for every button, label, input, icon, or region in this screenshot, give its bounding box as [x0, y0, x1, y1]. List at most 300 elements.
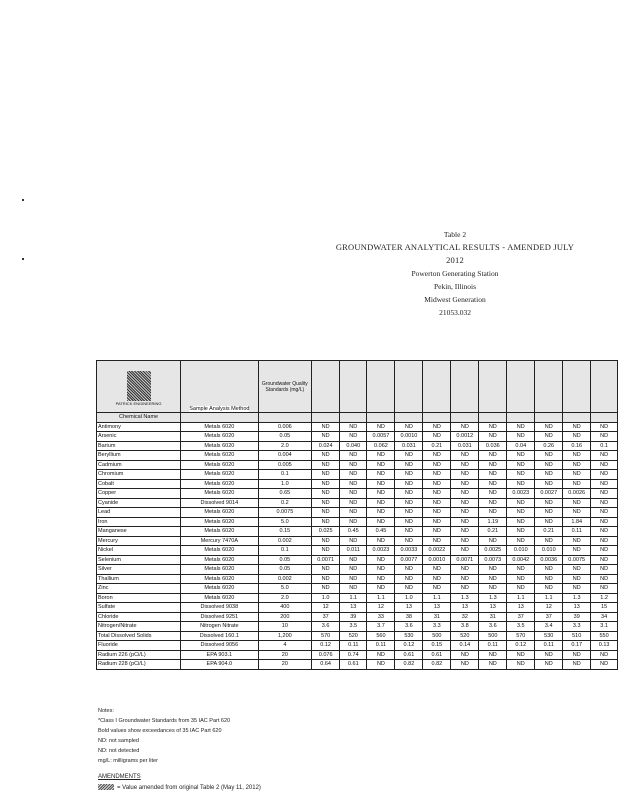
result-cell: ND [312, 432, 340, 442]
result-cell: ND [340, 584, 367, 594]
blank-header [181, 413, 258, 423]
result-cell: 0.0023 [507, 489, 535, 499]
result-cell: ND [423, 432, 451, 442]
result-cell: ND [451, 650, 479, 660]
method-header-label: Sample Analysis Method [189, 406, 250, 412]
result-cell: 0.0022 [423, 546, 451, 556]
method-cell: Metals 6020 [181, 565, 258, 575]
result-cell: ND [535, 508, 563, 518]
result-cell: 0.0026 [563, 489, 591, 499]
table-title: GROUNDWATER ANALYTICAL RESULTS - AMENDED JULY 2012 [335, 242, 575, 265]
result-cell: ND [451, 527, 479, 537]
result-cell: ND [312, 460, 340, 470]
table-number: Table 2 [443, 230, 467, 239]
result-cell: 0.13 [591, 641, 618, 651]
result-cell: ND [367, 574, 395, 584]
result-cell: ND [340, 498, 367, 508]
table-row [97, 660, 618, 670]
result-cell: 1.1 [340, 593, 367, 603]
result-cell: ND [395, 584, 423, 594]
table-row [97, 527, 618, 537]
date-header [312, 413, 340, 423]
blank-header [258, 413, 312, 423]
result-cell: ND [479, 470, 507, 480]
well-header [312, 361, 340, 413]
chemical-name-cell: Fluoride [97, 641, 181, 651]
result-cell: ND [535, 422, 563, 432]
standard-cell: 5.0 [258, 584, 312, 594]
table-row [97, 517, 618, 527]
logo-cell [97, 361, 181, 413]
result-cell: 1.0 [395, 593, 423, 603]
result-cell: 1.3 [563, 593, 591, 603]
scan-speck [22, 199, 24, 201]
result-cell: 0.040 [340, 441, 367, 451]
method-cell: Metals 6020 [181, 584, 258, 594]
result-cell: ND [340, 460, 367, 470]
result-cell: 0.0033 [395, 546, 423, 556]
result-cell: 0.61 [340, 660, 367, 670]
standard-cell: 0.004 [258, 451, 312, 461]
table-row [97, 432, 618, 442]
method-header [181, 361, 258, 413]
result-cell: 570 [312, 631, 340, 641]
result-cell: ND [312, 584, 340, 594]
result-cell: 0.076 [312, 650, 340, 660]
result-cell: ND [563, 650, 591, 660]
result-cell: 0.15 [423, 641, 451, 651]
result-cell: ND [395, 489, 423, 499]
table-row [97, 536, 618, 546]
well-header [451, 361, 479, 413]
result-cell: ND [340, 489, 367, 499]
result-cell: 37 [312, 612, 340, 622]
result-cell: ND [479, 508, 507, 518]
result-cell: 3.5 [507, 622, 535, 632]
result-cell: ND [591, 565, 618, 575]
result-cell: ND [563, 451, 591, 461]
result-cell: 0.0036 [535, 555, 563, 565]
method-cell: Mercury 7470A [181, 536, 258, 546]
result-cell: 1.3 [479, 593, 507, 603]
result-cell: 500 [479, 631, 507, 641]
result-cell: ND [312, 479, 340, 489]
result-cell: 0.036 [479, 441, 507, 451]
standard-cell: 0.05 [258, 555, 312, 565]
result-cell: 3.3 [423, 622, 451, 632]
result-cell: 1.1 [535, 593, 563, 603]
result-cell: ND [340, 470, 367, 480]
standard-cell: 20 [258, 650, 312, 660]
method-cell: Metals 6020 [181, 527, 258, 537]
result-cell: ND [507, 460, 535, 470]
result-cell: ND [367, 650, 395, 660]
result-cell: ND [479, 498, 507, 508]
chemical-name-cell: Lead [97, 508, 181, 518]
chemical-name-cell: Total Dissolved Solids [97, 631, 181, 641]
standard-cell: 0.006 [258, 422, 312, 432]
standard-cell: 5.0 [258, 517, 312, 527]
result-cell: ND [535, 451, 563, 461]
result-cell: 0.12 [507, 641, 535, 651]
chemical-name-cell: Selenium [97, 555, 181, 565]
result-cell: ND [395, 451, 423, 461]
chemical-name-cell: Thallium [97, 574, 181, 584]
result-cell: ND [395, 536, 423, 546]
result-cell: 0.61 [423, 650, 451, 660]
date-header [395, 413, 423, 423]
chemical-name-cell: Beryllium [97, 451, 181, 461]
result-cell: 12 [535, 603, 563, 613]
standard-cell: 4 [258, 641, 312, 651]
method-cell: Metals 6020 [181, 432, 258, 442]
method-cell: Metals 6020 [181, 441, 258, 451]
result-cell: 0.0027 [535, 489, 563, 499]
chemical-name-cell: Nickel [97, 546, 181, 556]
date-header [535, 413, 563, 423]
result-cell: 1.1 [367, 593, 395, 603]
method-cell: Metals 6020 [181, 460, 258, 470]
method-cell: Dissolved 9251 [181, 612, 258, 622]
result-cell: 0.11 [563, 527, 591, 537]
result-cell: ND [367, 555, 395, 565]
standard-header-label: Groundwater Quality Standards (mg/L) [261, 380, 308, 393]
result-cell: ND [312, 574, 340, 584]
result-cell: ND [591, 584, 618, 594]
table-row [97, 555, 618, 565]
chemical-name-cell: Chromium [97, 470, 181, 480]
result-cell: ND [451, 546, 479, 556]
result-cell: ND [591, 422, 618, 432]
result-cell: ND [451, 422, 479, 432]
result-cell: 0.0071 [312, 555, 340, 565]
method-cell: Metals 6020 [181, 451, 258, 461]
result-cell: ND [395, 460, 423, 470]
note-line: ND: not detected [98, 748, 140, 754]
result-cell: ND [507, 451, 535, 461]
well-header [423, 361, 451, 413]
table-row [97, 546, 618, 556]
result-cell: ND [591, 451, 618, 461]
method-cell: Metals 6020 [181, 593, 258, 603]
result-cell: ND [451, 479, 479, 489]
result-cell: 0.0023 [367, 546, 395, 556]
result-cell: 0.11 [340, 641, 367, 651]
result-cell: ND [423, 565, 451, 575]
result-cell: 0.024 [312, 441, 340, 451]
chemical-name-cell: Manganese [97, 527, 181, 537]
chemical-name-cell: Chloride [97, 612, 181, 622]
result-cell: ND [591, 460, 618, 470]
method-cell: EPA 904.0 [181, 660, 258, 670]
result-cell: ND [507, 536, 535, 546]
result-cell: ND [479, 536, 507, 546]
result-cell: ND [367, 498, 395, 508]
result-cell: ND [367, 660, 395, 670]
chemical-name-cell: Silver [97, 565, 181, 575]
result-cell: ND [340, 479, 367, 489]
result-cell: 0.0010 [395, 432, 423, 442]
date-header [591, 413, 618, 423]
result-cell: 0.12 [395, 641, 423, 651]
table-row [97, 641, 618, 651]
result-cell: ND [479, 489, 507, 499]
note-line: *Class I Groundwater Standards from 35 IAC Part 620 [98, 718, 231, 724]
result-cell: 520 [451, 631, 479, 641]
result-cell: ND [312, 470, 340, 480]
standard-cell: 2.0 [258, 441, 312, 451]
company-logo [127, 371, 151, 401]
result-cell: ND [340, 555, 367, 565]
result-cell: ND [340, 432, 367, 442]
result-cell: ND [563, 574, 591, 584]
method-cell: Dissolved 160.1 [181, 631, 258, 641]
result-cell: ND [340, 565, 367, 575]
result-cell: 3.8 [451, 622, 479, 632]
results-table-wrapper [96, 360, 618, 670]
result-cell: ND [423, 460, 451, 470]
result-cell: 39 [340, 612, 367, 622]
chemical-name-cell: Nitrogen/Nitrate [97, 622, 181, 632]
result-cell: ND [563, 460, 591, 470]
result-cell: ND [451, 660, 479, 670]
table-row [97, 441, 618, 451]
table-row [97, 631, 618, 641]
result-cell: ND [563, 470, 591, 480]
table-row [97, 451, 618, 461]
result-cell: ND [423, 451, 451, 461]
result-cell: 0.0071 [451, 555, 479, 565]
table-row [97, 498, 618, 508]
result-cell: 12 [312, 603, 340, 613]
table-row [97, 489, 618, 499]
result-cell: 0.16 [563, 441, 591, 451]
result-cell: ND [563, 479, 591, 489]
method-cell: Dissolved 9038 [181, 603, 258, 613]
result-cell: ND [395, 565, 423, 575]
result-cell: ND [451, 460, 479, 470]
result-cell: ND [451, 517, 479, 527]
result-cell: ND [591, 432, 618, 442]
result-cell: ND [451, 451, 479, 461]
result-cell: ND [451, 584, 479, 594]
result-cell: ND [451, 508, 479, 518]
result-cell: ND [395, 470, 423, 480]
result-cell: 39 [563, 612, 591, 622]
result-cell: 13 [563, 603, 591, 613]
result-cell: ND [423, 527, 451, 537]
result-cell: 1.0 [312, 593, 340, 603]
result-cell: ND [340, 508, 367, 518]
result-cell: 0.025 [312, 527, 340, 537]
result-cell: ND [591, 546, 618, 556]
result-cell: ND [535, 479, 563, 489]
result-cell: ND [395, 517, 423, 527]
chemical-name-cell: Cobalt [97, 479, 181, 489]
result-cell: ND [340, 517, 367, 527]
result-cell: 560 [367, 631, 395, 641]
method-cell: Metals 6020 [181, 555, 258, 565]
result-cell: ND [340, 422, 367, 432]
result-cell: 0.17 [563, 641, 591, 651]
result-cell: 0.11 [367, 641, 395, 651]
well-header [367, 361, 395, 413]
result-cell: 0.11 [535, 641, 563, 651]
result-cell: ND [367, 460, 395, 470]
standard-cell: 10 [258, 622, 312, 632]
result-cell: ND [479, 451, 507, 461]
result-cell: 3.3 [563, 622, 591, 632]
result-cell: 0.12 [312, 641, 340, 651]
result-cell: ND [563, 508, 591, 518]
result-cell: ND [591, 498, 618, 508]
amended-value-swatch [98, 784, 114, 790]
result-cell: ND [423, 422, 451, 432]
result-cell: 0.21 [423, 441, 451, 451]
result-cell: ND [535, 517, 563, 527]
standard-header [258, 361, 312, 413]
result-cell: 570 [507, 631, 535, 641]
result-cell: ND [507, 422, 535, 432]
standard-cell: 0.1 [258, 470, 312, 480]
result-cell: ND [312, 546, 340, 556]
result-cell: 1.1 [423, 593, 451, 603]
result-cell: ND [395, 527, 423, 537]
result-cell: ND [535, 660, 563, 670]
table-row [97, 593, 618, 603]
table-row [97, 422, 618, 432]
result-cell: ND [423, 489, 451, 499]
result-cell: 0.0075 [563, 555, 591, 565]
result-cell: ND [340, 536, 367, 546]
method-cell: Metals 6020 [181, 479, 258, 489]
result-cell: ND [591, 555, 618, 565]
result-cell: ND [367, 536, 395, 546]
result-cell: 13 [507, 603, 535, 613]
result-cell: ND [507, 527, 535, 537]
result-cell: ND [507, 574, 535, 584]
table-row [97, 508, 618, 518]
result-cell: 1.19 [479, 517, 507, 527]
method-cell: Metals 6020 [181, 517, 258, 527]
well-header [479, 361, 507, 413]
method-cell: Metals 6020 [181, 489, 258, 499]
result-cell: ND [479, 574, 507, 584]
date-header [340, 413, 367, 423]
result-cell: ND [312, 508, 340, 518]
result-cell: ND [479, 584, 507, 594]
result-cell: ND [591, 479, 618, 489]
chemical-name-cell: Iron [97, 517, 181, 527]
result-cell: ND [423, 536, 451, 546]
result-cell: 0.062 [367, 441, 395, 451]
standard-cell: 400 [258, 603, 312, 613]
method-cell: Metals 6020 [181, 546, 258, 556]
result-cell: ND [312, 536, 340, 546]
note-line: ND: not sampled [98, 738, 139, 744]
result-cell: 500 [423, 631, 451, 641]
logo-caption: PATRICK ENGINEERING [115, 400, 162, 406]
result-cell: ND [479, 660, 507, 670]
amendments-legend [98, 783, 261, 794]
result-cell: ND [423, 470, 451, 480]
standard-cell: 0.1 [258, 546, 312, 556]
result-cell: ND [451, 565, 479, 575]
result-cell: ND [591, 527, 618, 537]
chemical-name-cell: Cyanide [97, 498, 181, 508]
note-line: Bold values show exceedances of 35 IAC Part 620 [98, 728, 222, 734]
method-cell: Metals 6020 [181, 508, 258, 518]
well-header [340, 361, 367, 413]
result-cell: 3.4 [535, 622, 563, 632]
method-cell: Dissolved 9014 [181, 498, 258, 508]
result-cell: ND [507, 508, 535, 518]
result-cell: 0.82 [423, 660, 451, 670]
result-cell: ND [340, 574, 367, 584]
result-cell: ND [535, 432, 563, 442]
result-cell: ND [507, 470, 535, 480]
result-cell: ND [535, 498, 563, 508]
result-cell: ND [367, 451, 395, 461]
result-cell: ND [451, 574, 479, 584]
result-cell: ND [507, 650, 535, 660]
date-header [563, 413, 591, 423]
result-cell: 0.74 [340, 650, 367, 660]
project-number: 21053.032 [439, 308, 471, 317]
result-cell: ND [395, 422, 423, 432]
result-cell: 37 [535, 612, 563, 622]
chemical-name-cell: Boron [97, 593, 181, 603]
result-cell: 550 [591, 631, 618, 641]
result-cell: 0.031 [395, 441, 423, 451]
result-cell: ND [423, 584, 451, 594]
table-row [97, 470, 618, 480]
result-cell: ND [563, 536, 591, 546]
standard-cell: 0.002 [258, 574, 312, 584]
table-row [97, 603, 618, 613]
result-cell: 1.84 [563, 517, 591, 527]
result-cell: 530 [535, 631, 563, 641]
chemical-name-cell: Antimony [97, 422, 181, 432]
result-cell: ND [507, 479, 535, 489]
results-table [96, 360, 618, 670]
result-cell: 34 [591, 612, 618, 622]
note-line: Notes: [98, 708, 114, 714]
result-cell: ND [451, 470, 479, 480]
result-cell: ND [591, 650, 618, 660]
result-cell: ND [563, 422, 591, 432]
chemical-name-cell: Radium 228 (pCi/L) [97, 660, 181, 670]
result-cell: 0.0057 [367, 432, 395, 442]
standard-cell: 0.0075 [258, 508, 312, 518]
standard-cell: 0.15 [258, 527, 312, 537]
result-cell: ND [507, 584, 535, 594]
result-cell: ND [423, 498, 451, 508]
standard-cell: 0.2 [258, 498, 312, 508]
standard-cell: 0.05 [258, 565, 312, 575]
table-notes [98, 706, 230, 766]
station-name: Powerton Generating Station [411, 269, 499, 278]
scan-speck [22, 258, 24, 260]
result-cell: 0.04 [507, 441, 535, 451]
result-cell: ND [312, 422, 340, 432]
result-cell: ND [312, 489, 340, 499]
result-cell: ND [451, 489, 479, 499]
date-header [423, 413, 451, 423]
result-cell: 38 [395, 612, 423, 622]
table-row [97, 460, 618, 470]
standard-cell: 1.0 [258, 479, 312, 489]
